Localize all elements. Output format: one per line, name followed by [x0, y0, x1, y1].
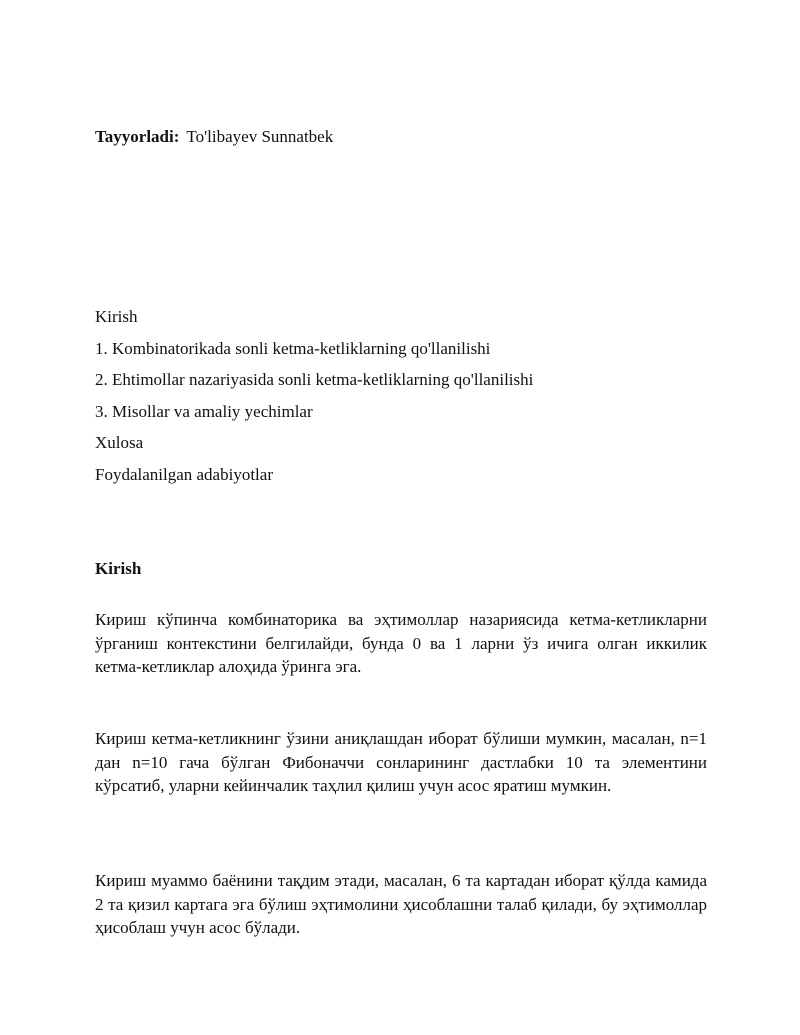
table-of-contents	[95, 306, 533, 496]
body-paragraph: Кириш муаммо баёнини тақдим этади, масалан, 6 та картадан иборат қўлда камида 2 та қизил картага эга бўлиш эҳтимолини ҳисоблашни талаб қилади, бу эҳтимоллар ҳисоблаш учун асос бўлади.	[95, 871, 707, 937]
toc-item-references: Foydalanilgan adabiyotlar	[95, 464, 273, 484]
toc-item-introduction: Kirish	[95, 307, 138, 326]
toc-item-conclusion: Xulosa	[95, 433, 144, 453]
body-paragraph: Кириш кўпинча комбинаторика ва эҳтимоллар назариясида кетма-кетликларни ўрганиш контекстини белгилайди, бунда 0 ва 1 ларни ўз ичига олган иккилик кетма-кетликлар алоҳида ўринга эга.	[95, 610, 707, 676]
toc-item-chapter-1: 1. Kombinatorikada sonli ketma-ketliklarning qo'llanilishi	[95, 338, 491, 358]
prepared-by-line	[95, 126, 333, 148]
toc-item-chapter-3: 3. Misollar va amaliy yechimlar	[95, 401, 313, 421]
toc-item-chapter-2: 2. Ehtimollar nazariyasida sonli ketma-ketliklarning qo'llanilishi	[95, 370, 534, 390]
section-heading: Kirish	[95, 559, 142, 578]
body-paragraph: Кириш кетма-кетликнинг ўзини аниқлашдан иборат бўлиши мумкин, масалан, n=1 дан n=10 гача бўлган Фибоначчи сонларининг дастлабки 10 та элементини кўрсатиб, уларни кейинчалик таҳлил қилиш учун асос яратиш мумкин.	[95, 729, 707, 795]
prepared-by-label: Tayyorladi:	[95, 127, 180, 146]
author-name: To'libayev Sunnatbek	[186, 127, 334, 146]
